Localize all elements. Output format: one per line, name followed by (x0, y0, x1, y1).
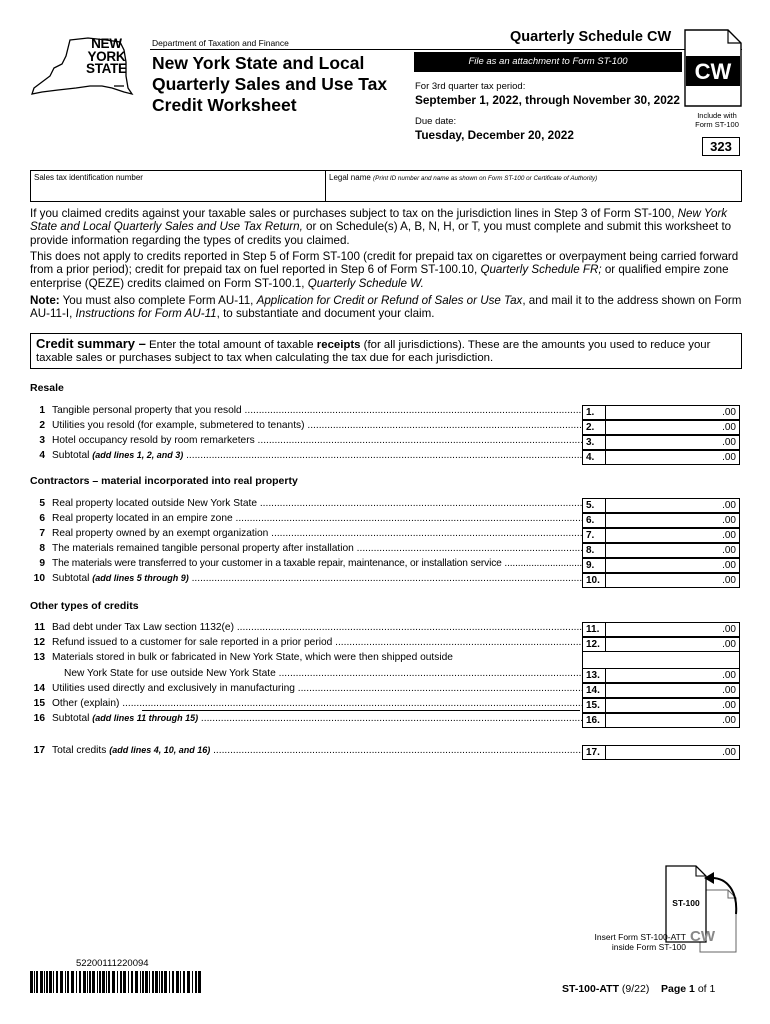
barcode-bar (145, 971, 148, 993)
section-contractors: Contractors – material incorporated into real property (30, 475, 298, 487)
barcode-bar (183, 971, 185, 993)
barcode-bar (108, 971, 110, 993)
barcode-bar (67, 971, 69, 993)
barcode-bar (53, 971, 54, 993)
line-15-amount[interactable]: .00 (606, 698, 740, 713)
schedule-title: Quarterly Schedule CW (510, 29, 672, 45)
line-13-label: Materials stored in bulk or fabricated in New York State, which were then shipped outside (52, 652, 453, 663)
barcode-bar (106, 971, 107, 993)
barcode-bar (120, 971, 122, 993)
line-13: New York State for use outside New York State ..... 13. .00 (30, 668, 740, 683)
barcode-bar (56, 971, 58, 993)
sales-tax-id-label: Sales tax identification number (34, 173, 143, 182)
intro-note: Note: You must also complete Form AU-11, Application for Credit or Refund of Sales or Use Tax, and mail it to the address shown on Form AU-11-I, Instructions for Form AU-11, to substantiate and document your claim. (30, 294, 742, 321)
barcode-bar (169, 971, 170, 993)
tax-period: September 1, 2022, through November 30, 2022 (415, 93, 680, 107)
line-10-label: Subtotal (add lines 5 through 9) ..... (52, 573, 606, 584)
form-identifier: ST-100-ATT (9/22) Page 1 of 1 (562, 983, 716, 995)
barcode-bar (123, 971, 126, 993)
line-16: 16 Subtotal (add lines 11 through 15) ..... 16. .00 (30, 713, 740, 728)
form-number-box: 323 (702, 137, 740, 156)
line-14-amount[interactable]: .00 (606, 683, 740, 698)
tax-period-label: For 3rd quarter tax period: (415, 81, 526, 92)
line-17-label: Total credits (add lines 4, 10, and 16) ..... (52, 745, 606, 756)
barcode-bar (83, 971, 86, 993)
line-4-label: Subtotal (add lines 1, 2, and 3) ..... (52, 450, 606, 461)
new-york-state-logo: NEW YORK STATE (86, 36, 127, 76)
barcode-bar (76, 971, 77, 993)
barcode-bar (46, 971, 48, 993)
line-10: 10 Subtotal (add lines 5 through 9) ..... 10. .00 (30, 573, 740, 588)
barcode-bar (117, 971, 118, 993)
barcode-bar (140, 971, 141, 993)
barcode-bar (49, 971, 52, 993)
barcode-bar (34, 971, 35, 993)
barcode-bar (60, 971, 63, 993)
credit-summary-heading: Credit summary – (36, 336, 146, 351)
line-8-amount[interactable]: .00 (606, 543, 740, 558)
cw-badge-label: CW (694, 59, 732, 84)
barcode-bar (102, 971, 105, 993)
intro-paragraph-2: This does not apply to credits reported in Step 5 of Form ST-100 (credit for prepaid tax on cigarettes or overpayment being carried forward from a prior period); credit for prepaid tax on fuel reported in Step 6 of Form ST-100.10, Quarterly Schedule FR; or qualified empire zone enterprise (QEZE) credits claimed on Form ST-100.1, Quarterly Schedule W. (30, 250, 739, 290)
line-8: 8 The materials remained tangible personal property after installation ..... 8. .00 (30, 543, 740, 558)
line-1-amount[interactable]: .00 (606, 405, 740, 420)
line-1: 1 Tangible personal property that you resold ..... 1. .00 (30, 405, 740, 420)
line-12: 12 Refund issued to a customer for sale reported in a prior period ..... 12. .00 (30, 637, 740, 652)
barcode-bar (71, 971, 74, 993)
barcode-bar (161, 971, 163, 993)
barcode-bar (187, 971, 190, 993)
line-11: 11 Bad debt under Tax Law section 1132(e) ..... 11. .00 (30, 622, 740, 637)
department-name: Department of Taxation and Finance (152, 38, 289, 48)
barcode-bar (92, 971, 95, 993)
line-9-amount[interactable]: .00 (606, 558, 740, 573)
line-7: 7 Real property owned by an exempt organization ..... 7. .00 (30, 528, 740, 543)
barcode-bar (79, 971, 81, 993)
barcode-bar (89, 971, 91, 993)
barcode-bar (198, 971, 201, 993)
line-2-amount[interactable]: .00 (606, 420, 740, 435)
barcode-bar (164, 971, 167, 993)
line-13-box-spacer (582, 652, 740, 668)
sales-tax-id-field[interactable] (30, 170, 326, 202)
line-16-amount[interactable]: .00 (606, 713, 740, 728)
line-11-amount[interactable]: .00 (606, 622, 740, 637)
line-14: 14 Utilities used directly and exclusively in manufacturing ..... 14. .00 (30, 683, 740, 698)
insert-instruction: Insert Form ST-100-ATT inside Form ST-100 (594, 932, 686, 952)
barcode-bar (112, 971, 115, 993)
due-date-label: Due date: (415, 116, 457, 127)
barcode-bar (135, 971, 138, 993)
line-13-first: 13 Materials stored in bulk or fabricated in New York State, which were then shipped outside (30, 652, 740, 667)
barcode-bar (149, 971, 150, 993)
line-4-amount[interactable]: .00 (606, 450, 740, 465)
line-7-amount[interactable]: .00 (606, 528, 740, 543)
line-3: 3 Hotel occupancy resold by room remarketers ..... 3. .00 (30, 435, 740, 450)
legal-name-field[interactable] (325, 170, 742, 202)
attachment-banner: File as an attachment to Form ST-100 (414, 52, 682, 72)
legal-name-hint: (Print ID number and name as shown on Form ST-100 or Certificate of Authority) (373, 175, 598, 182)
line-16-label: Subtotal (add lines 11 through 15) ..... (52, 713, 606, 724)
barcode (30, 971, 202, 993)
barcode-bar (40, 971, 43, 993)
line-9: 9 The materials were transferred to your customer in a taxable repair, maintenance, or installation service ..... 9. .00 (30, 558, 740, 573)
line-6: 6 Real property located in an empire zone ..... 6. .00 (30, 513, 740, 528)
line-10-amount[interactable]: .00 (606, 573, 740, 588)
line-15-explain-underline[interactable] (142, 710, 580, 711)
credit-summary-box: Credit summary – Enter the total amount of taxable receipts (for all jurisdictions). These are the amounts you used to reduce your taxable sales or purchases subject to tax when calculating the tax due for each jurisdiction. (30, 333, 742, 369)
legal-name-label-wrap (329, 173, 597, 182)
line-6-amount[interactable]: .00 (606, 513, 740, 528)
barcode-bar (128, 971, 129, 993)
st100-icon-label: ST-100 (672, 898, 700, 908)
legal-name-label: Legal name (329, 173, 371, 182)
barcode-bar (152, 971, 154, 993)
barcode-bar (159, 971, 160, 993)
line-4: 4 Subtotal (add lines 1, 2, and 3) ..... 4. .00 (30, 450, 740, 465)
barcode-bar (142, 971, 144, 993)
line-15: 15 Other (explain) ..... 15. .00 (30, 698, 740, 713)
header-rule (150, 49, 742, 50)
barcode-bar (155, 971, 158, 993)
barcode-bar (131, 971, 133, 993)
due-date: Tuesday, December 20, 2022 (415, 128, 574, 142)
section-resale: Resale (30, 382, 64, 394)
barcode-number: 52200111220094 (76, 958, 149, 969)
barcode-bar (180, 971, 181, 993)
line-17-amount[interactable]: .00 (606, 745, 740, 760)
barcode-bar (97, 971, 98, 993)
form-title: New York State and Local Quarterly Sales and Use Tax Credit Worksheet (152, 53, 388, 115)
barcode-bar (65, 971, 66, 993)
cw-icon-label: CW (690, 928, 715, 945)
barcode-bar (176, 971, 179, 993)
barcode-bar (87, 971, 88, 993)
line-2: 2 Utilities you resold (for example, submetered to tenants) ..... 2. .00 (30, 420, 740, 435)
line-17: 17 Total credits (add lines 4, 10, and 16) ..... 17. .00 (30, 745, 740, 760)
line-12-amount[interactable]: .00 (606, 637, 740, 652)
barcode-bar (30, 971, 33, 993)
section-other-credits: Other types of credits (30, 600, 139, 612)
line-3-amount[interactable]: .00 (606, 435, 740, 450)
include-note: Include with Form ST-100 (695, 111, 739, 129)
line-5-amount[interactable]: .00 (606, 498, 740, 513)
line-13-amount[interactable]: .00 (606, 668, 740, 683)
barcode-bar (44, 971, 45, 993)
barcode-bar (195, 971, 197, 993)
intro-paragraph-1: If you claimed credits against your taxable sales or purchases subject to tax on the jurisdiction lines in Step 3 of Form ST-100, New York State and Local Quarterly Sales and Use Tax Return, or on Schedule(s) A, B, N, H, or T, you must complete and submit this worksheet to provide information regarding the types of credits you claimed. (30, 207, 732, 247)
line-5: 5 Real property located outside New York State ..... 5. .00 (30, 498, 740, 513)
barcode-bar (192, 971, 193, 993)
barcode-bar (172, 971, 174, 993)
barcode-bar (99, 971, 101, 993)
barcode-bar (36, 971, 38, 993)
